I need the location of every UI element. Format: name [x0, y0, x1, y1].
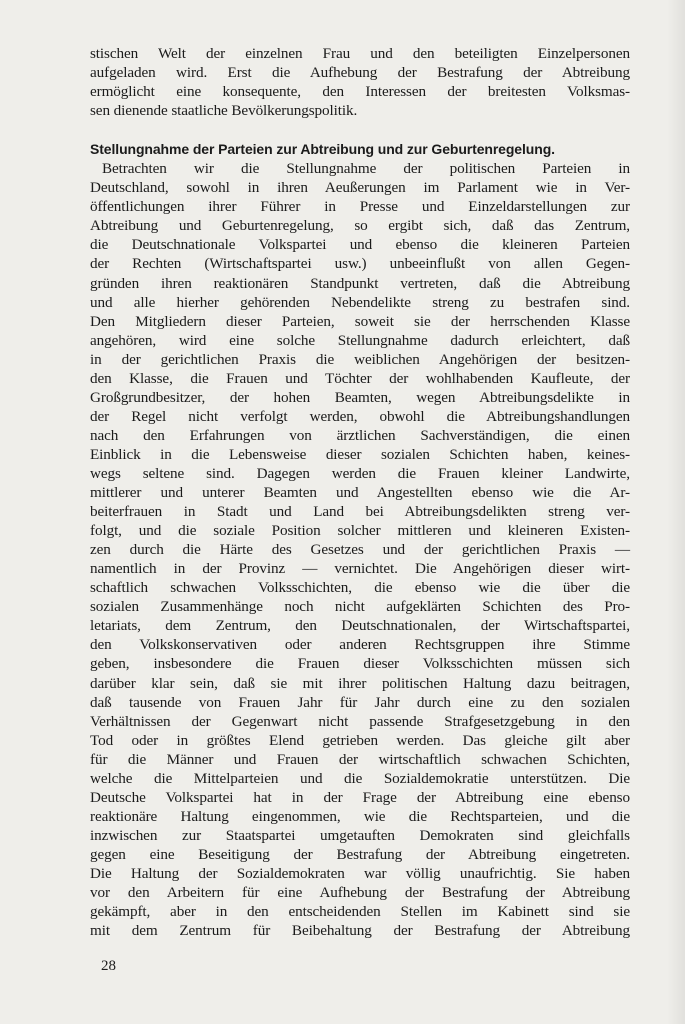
page-edge-shadow: [667, 0, 685, 1024]
text-line: gegen eine Beseitigung der Bestrafung der Abtreibung eingetreten.: [90, 845, 630, 863]
text-line: gekämpft, aber in den entscheidenden Stellen im Kabinett sind sie: [90, 903, 630, 921]
text-line: wegs seltene sind. Dagegen werden die Frauen kleiner Landwirte,: [90, 464, 630, 482]
text-line: für die Männer und Frauen der wirtschaftlich schwachen Schichten,: [90, 750, 630, 768]
text-line: zen durch die Härte des Gesetzes und der gerichtlichen Praxis —: [90, 541, 630, 559]
section-heading: Stellungnahme der Parteien zur Abtreibung und zur Geburtenregelung.: [90, 141, 555, 158]
text-line: Deutsche Volkspartei hat in der Frage der Abtreibung eine ebenso: [90, 788, 630, 806]
intro-paragraph: [90, 44, 630, 120]
text-line: mittlerer und unterer Beamten und Angestellten ebenso wie die Ar-: [90, 484, 630, 502]
text-line: Einblick in die Lebensweise dieser sozialen Schichten haben, keines-: [90, 445, 630, 463]
text-line: welche die Mittelparteien und die Sozialdemokratie unterstützen. Die: [90, 769, 630, 787]
text-line: und alle hierher gehörenden Nebendelikte streng zu bestrafen sind.: [90, 293, 630, 311]
text-line: der Rechten (Wirtschaftspartei usw.) unbeeinflußt von allen Gegen-: [90, 255, 630, 273]
page-number: 28: [101, 958, 116, 974]
text-line: Den Mitgliedern dieser Parteien, soweit sie der herrschenden Klasse: [90, 312, 630, 330]
text-line: nach den Erfahrungen von ärztlichen Sachverständigen, die einen: [90, 426, 630, 444]
text-line: beiterfrauen in Stadt und Land bei Abtreibungsdelikten streng ver-: [90, 503, 630, 521]
text-line: sen dienende staatliche Bevölkerungspolitik.: [90, 102, 358, 120]
text-line: der Regel nicht verfolgt werden, obwohl die Abtreibungshandlungen: [90, 407, 630, 425]
text-line: inzwischen zur Staatspartei umgetauften Demokraten sind gleichfalls: [90, 826, 630, 844]
text-line: stischen Welt der einzelnen Frau und den beteiligten Einzelpersonen: [90, 45, 630, 62]
text-line: in der gerichtlichen Praxis die weiblichen Angehörigen der besitzen-: [90, 350, 630, 368]
text-line: Großgrundbesitzer, der hohen Beamten, wegen Abtreibungsdelikte in: [90, 388, 630, 406]
text-line: reaktionäre Haltung eingenommen, wie die Rechtsparteien, und die: [90, 807, 630, 825]
body-paragraph: [90, 159, 630, 940]
text-line: daß tausende von Frauen Jahr für Jahr durch eine zu den sozialen: [90, 693, 630, 711]
text-line: Abtreibung und Geburtenregelung, so ergibt sich, daß das Zentrum,: [90, 217, 630, 235]
text-line: ermöglicht eine konsequente, den Interessen der breitesten Volksmas-: [90, 83, 630, 101]
text-line: folgt, und die soziale Position solcher mittleren und kleineren Existen-: [90, 522, 630, 540]
page-text-block: [90, 44, 630, 940]
text-line: Tod oder in größtes Elend getrieben werden. Das gleiche gilt aber: [90, 731, 630, 749]
text-line: den Volkskonservativen oder anderen Rechtsgruppen ihre Stimme: [90, 636, 630, 654]
text-line: namentlich in der Provinz — vernichtet. Die Angehörigen dieser wirt-: [90, 560, 630, 578]
text-line: gründen ihren reaktionären Standpunkt vertreten, daß die Abtreibung: [90, 274, 630, 292]
text-line: sozialen Zusammenhänge noch nicht aufgeklärten Schichten des Pro-: [90, 598, 630, 616]
text-line: geben, insbesondere die Frauen dieser Volksschichten müssen sich: [90, 655, 630, 673]
text-line: darüber klar sein, daß sie mit ihrer politischen Haltung dazu beitragen,: [90, 674, 630, 692]
text-line: angehören, wird eine solche Stellungnahme dadurch erleichtert, daß: [90, 331, 630, 349]
text-line: Betrachten wir die Stellungnahme der politischen Parteien in: [102, 160, 630, 178]
text-line: öffentlichungen ihrer Führer in Presse und Einzeldarstellungen zur: [90, 198, 630, 216]
text-line: Deutschland, sowohl in ihren Aeußerungen im Parlament wie in Ver-: [90, 179, 630, 197]
paragraph-gap: [90, 120, 630, 140]
text-line: den Klasse, die Frauen und Töchter der wohlhabenden Kaufleute, der: [90, 369, 630, 387]
text-line: die Deutschnationale Volkspartei und ebenso die kleineren Parteien: [90, 236, 630, 254]
text-line: Verhältnissen der Gegenwart nicht passende Strafgesetzgebung in den: [90, 712, 630, 730]
text-line: vor den Arbeitern für eine Aufhebung der Bestrafung der Abtreibung: [90, 884, 630, 902]
text-line: letariats, dem Zentrum, den Deutschnationalen, der Wirtschaftspartei,: [90, 617, 630, 635]
text-line: schaftlich schwachen Volksschichten, die ebenso wie die über die: [90, 579, 630, 597]
text-line: mit dem Zentrum für Beibehaltung der Bestrafung der Abtreibung: [90, 922, 630, 940]
text-line: Die Haltung der Sozialdemokraten war völlig unaufrichtig. Sie haben: [90, 864, 630, 882]
text-line: aufgeladen wird. Erst die Aufhebung der Bestrafung der Abtreibung: [90, 64, 630, 82]
